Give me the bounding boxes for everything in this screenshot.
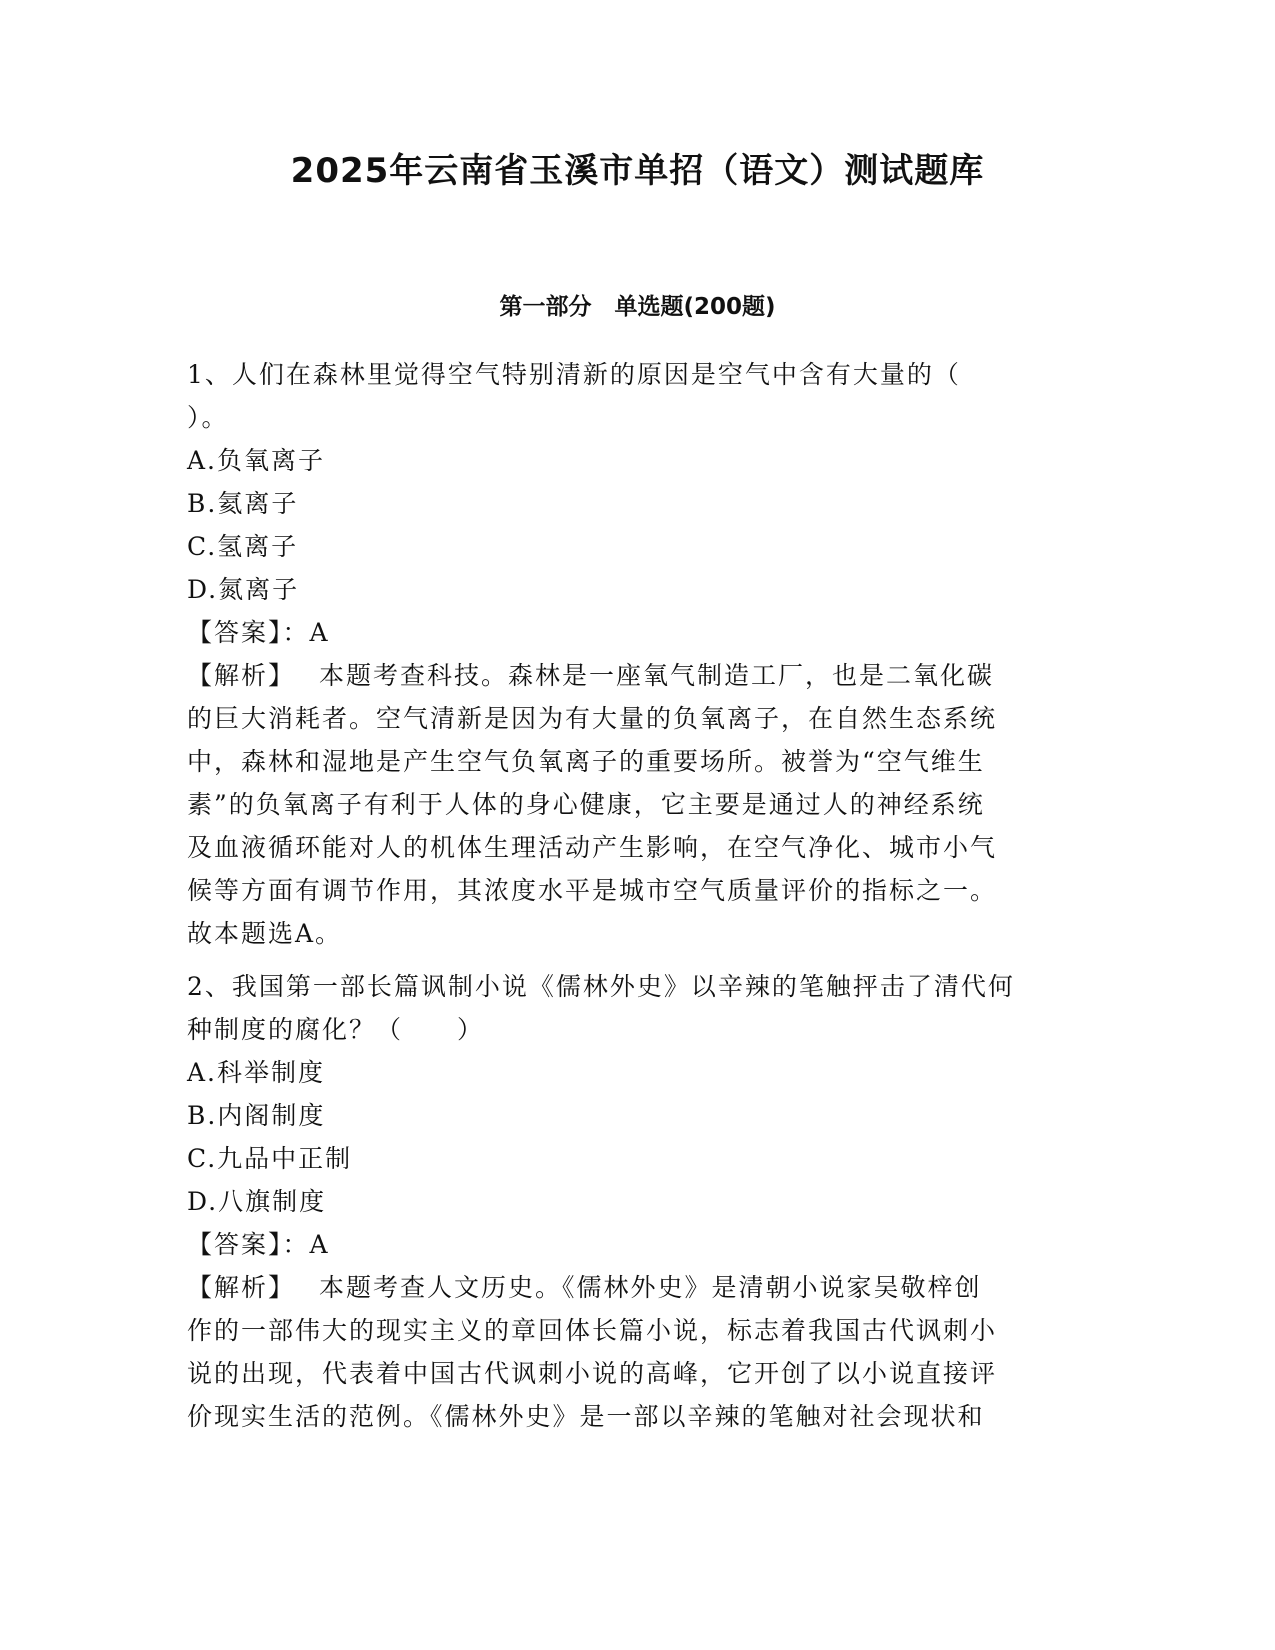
option-d: D.氮离子 xyxy=(187,575,300,604)
option-d: D.八旗制度 xyxy=(187,1187,327,1216)
question-stem xyxy=(187,965,1080,1051)
explanation-line: 故本题选A。 xyxy=(187,919,343,948)
explanation-line: 说的出现，代表着中国古代讽刺小说的高峰，它开创了以小说直接评 xyxy=(187,1359,998,1388)
answer-value: A xyxy=(309,618,330,647)
question-stem xyxy=(187,353,1080,439)
section-heading: 第一部分 单选题(200题) xyxy=(499,294,776,320)
explanation-line: 候等方面有调节作用，其浓度水平是城市空气质量评价的指标之一。 xyxy=(187,876,998,905)
explanation-line: 作的一部伟大的现实主义的章回体长篇小说，标志着我国古代讽刺小 xyxy=(187,1316,998,1345)
question-item xyxy=(187,965,1080,1438)
explanation-label: 【解析】 xyxy=(187,1273,296,1302)
option-c: C.九品中正制 xyxy=(187,1144,353,1173)
question-stem-line: 种制度的腐化？（ ） xyxy=(187,1015,485,1044)
question-item xyxy=(187,353,1080,955)
explanation xyxy=(187,1266,1080,1438)
option-b: B.氦离子 xyxy=(187,489,299,518)
option-c: C.氢离子 xyxy=(187,532,299,561)
explanation-line: 的巨大消耗者。空气清新是因为有大量的负氧离子，在自然生态系统 xyxy=(187,704,998,733)
answer-label: 【答案】： xyxy=(187,1230,310,1259)
answer-line xyxy=(187,1223,1080,1266)
explanation-line: 价现实生活的范例。《儒林外史》是一部以辛辣的笔触对社会现状和 xyxy=(187,1402,985,1431)
explanation-line: 及血液循环能对人的机体生理活动产生影响，在空气净化、城市小气 xyxy=(187,833,998,862)
question-list xyxy=(187,353,1080,1438)
option-a: A.科举制度 xyxy=(187,1058,326,1087)
question-stem-line: 2、我国第一部长篇讽制小说《儒林外史》以辛辣的笔触抨击了清代何 xyxy=(187,972,1015,1001)
question-stem-line: 1、人们在森林里觉得空气特别清新的原因是空气中含有大量的（ xyxy=(187,360,961,389)
question-stem-line: ）。 xyxy=(187,403,229,432)
document-title: 2025年云南省玉溪市单招（语文）测试题库 xyxy=(290,151,985,191)
answer-value: A xyxy=(309,1230,330,1259)
explanation-line: 素”的负氧离子有利于人体的身心健康，它主要是通过人的神经系统 xyxy=(187,790,985,819)
option-a: A.负氧离子 xyxy=(187,446,326,475)
answer-line xyxy=(187,611,1080,654)
option-b: B.内阁制度 xyxy=(187,1101,326,1130)
explanation xyxy=(187,654,1080,955)
answer-label: 【答案】： xyxy=(187,618,310,647)
explanation-line: 中，森林和湿地是产生空气负氧离子的重要场所。被誉为“空气维生 xyxy=(187,747,985,776)
explanation-label: 【解析】 xyxy=(187,661,296,690)
explanation-text: 本题考查人文历史。《儒林外史》是清朝小说家吴敬梓创 xyxy=(319,1273,982,1302)
explanation-line xyxy=(187,1266,1080,1309)
explanation-line xyxy=(187,654,1080,697)
explanation-text: 本题考查科技。森林是一座氧气制造工厂，也是二氧化碳 xyxy=(319,661,995,690)
